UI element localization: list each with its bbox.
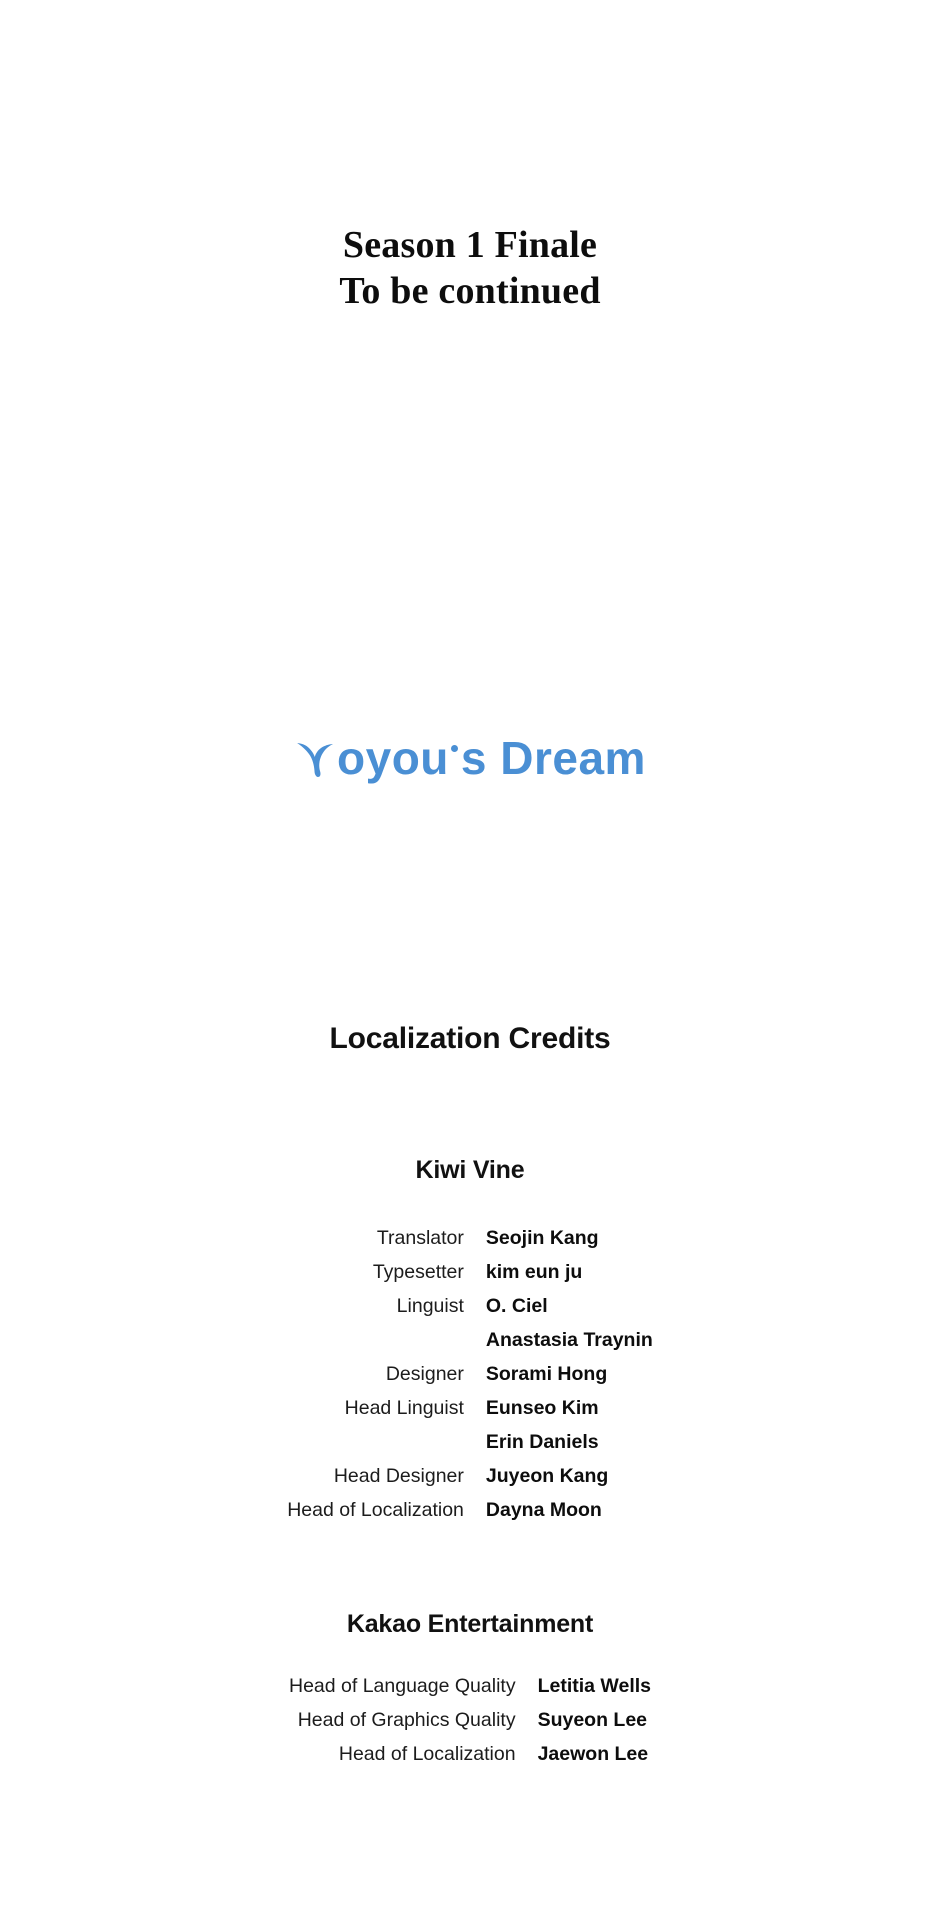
studio-name-second: s Dream [460,732,646,784]
credit-role: Head of Localization [287,1499,464,1521]
finale-line-2: To be continued [339,270,601,313]
credit-role: Head of Graphics Quality [297,1709,516,1731]
credit-name: Anastasia Traynin [485,1329,653,1351]
credit-row [287,1425,653,1459]
credit-row [289,1669,651,1703]
studio-name-first: oyou [337,732,449,784]
credit-role: Head of Language Quality [288,1675,516,1697]
credit-name: O. Ciel [485,1295,548,1317]
credit-role: Designer [385,1363,464,1385]
credit-name: Letitia Wells [537,1675,651,1697]
finale-line-1: Season 1 Finale [342,224,598,266]
credit-role: Linguist [396,1295,464,1317]
credit-name: Erin Daniels [485,1431,599,1453]
credits-rows [289,1669,651,1771]
credit-row [287,1255,653,1289]
credit-name: Suyeon Lee [537,1709,648,1731]
finale-text [0,222,940,315]
whale-tail-icon [294,740,336,780]
credit-role: Translator [376,1227,464,1249]
credit-row [287,1493,653,1527]
credit-role: Typesetter [372,1261,464,1283]
credit-name: Jaewon Lee [537,1743,649,1765]
credit-row [287,1391,653,1425]
credit-role: Head of Localization [338,1743,516,1765]
credit-name: Dayna Moon [485,1499,602,1521]
credits-group-kakao-entertainment [0,1610,940,1771]
credit-role: Head Linguist [344,1397,464,1419]
studio-logo-text [294,732,646,784]
credit-role [287,1425,486,1459]
credit-row [287,1459,653,1493]
credit-name: Seojin Kang [485,1227,599,1249]
credit-name: Juyeon Kang [485,1465,609,1487]
group-title: Kakao Entertainment [346,1610,594,1638]
group-title: Kiwi Vine [415,1156,525,1184]
credit-name: Eunseo Kim [485,1397,599,1419]
credits-group-kiwi-vine [0,1156,940,1527]
credit-name: kim eun ju [485,1261,583,1283]
logo-dot-icon [451,745,458,752]
credit-row [287,1323,653,1357]
studio-logo [0,732,940,784]
credit-name: Sorami Hong [485,1363,608,1385]
credits-rows [287,1221,653,1527]
credit-row [287,1221,653,1255]
credits-heading: Localization Credits [329,1022,611,1055]
credit-row [289,1737,651,1771]
credit-role [287,1323,486,1357]
credit-role: Head Designer [333,1465,464,1487]
credit-row [289,1703,651,1737]
credit-row [287,1357,653,1391]
credit-row [287,1289,653,1323]
